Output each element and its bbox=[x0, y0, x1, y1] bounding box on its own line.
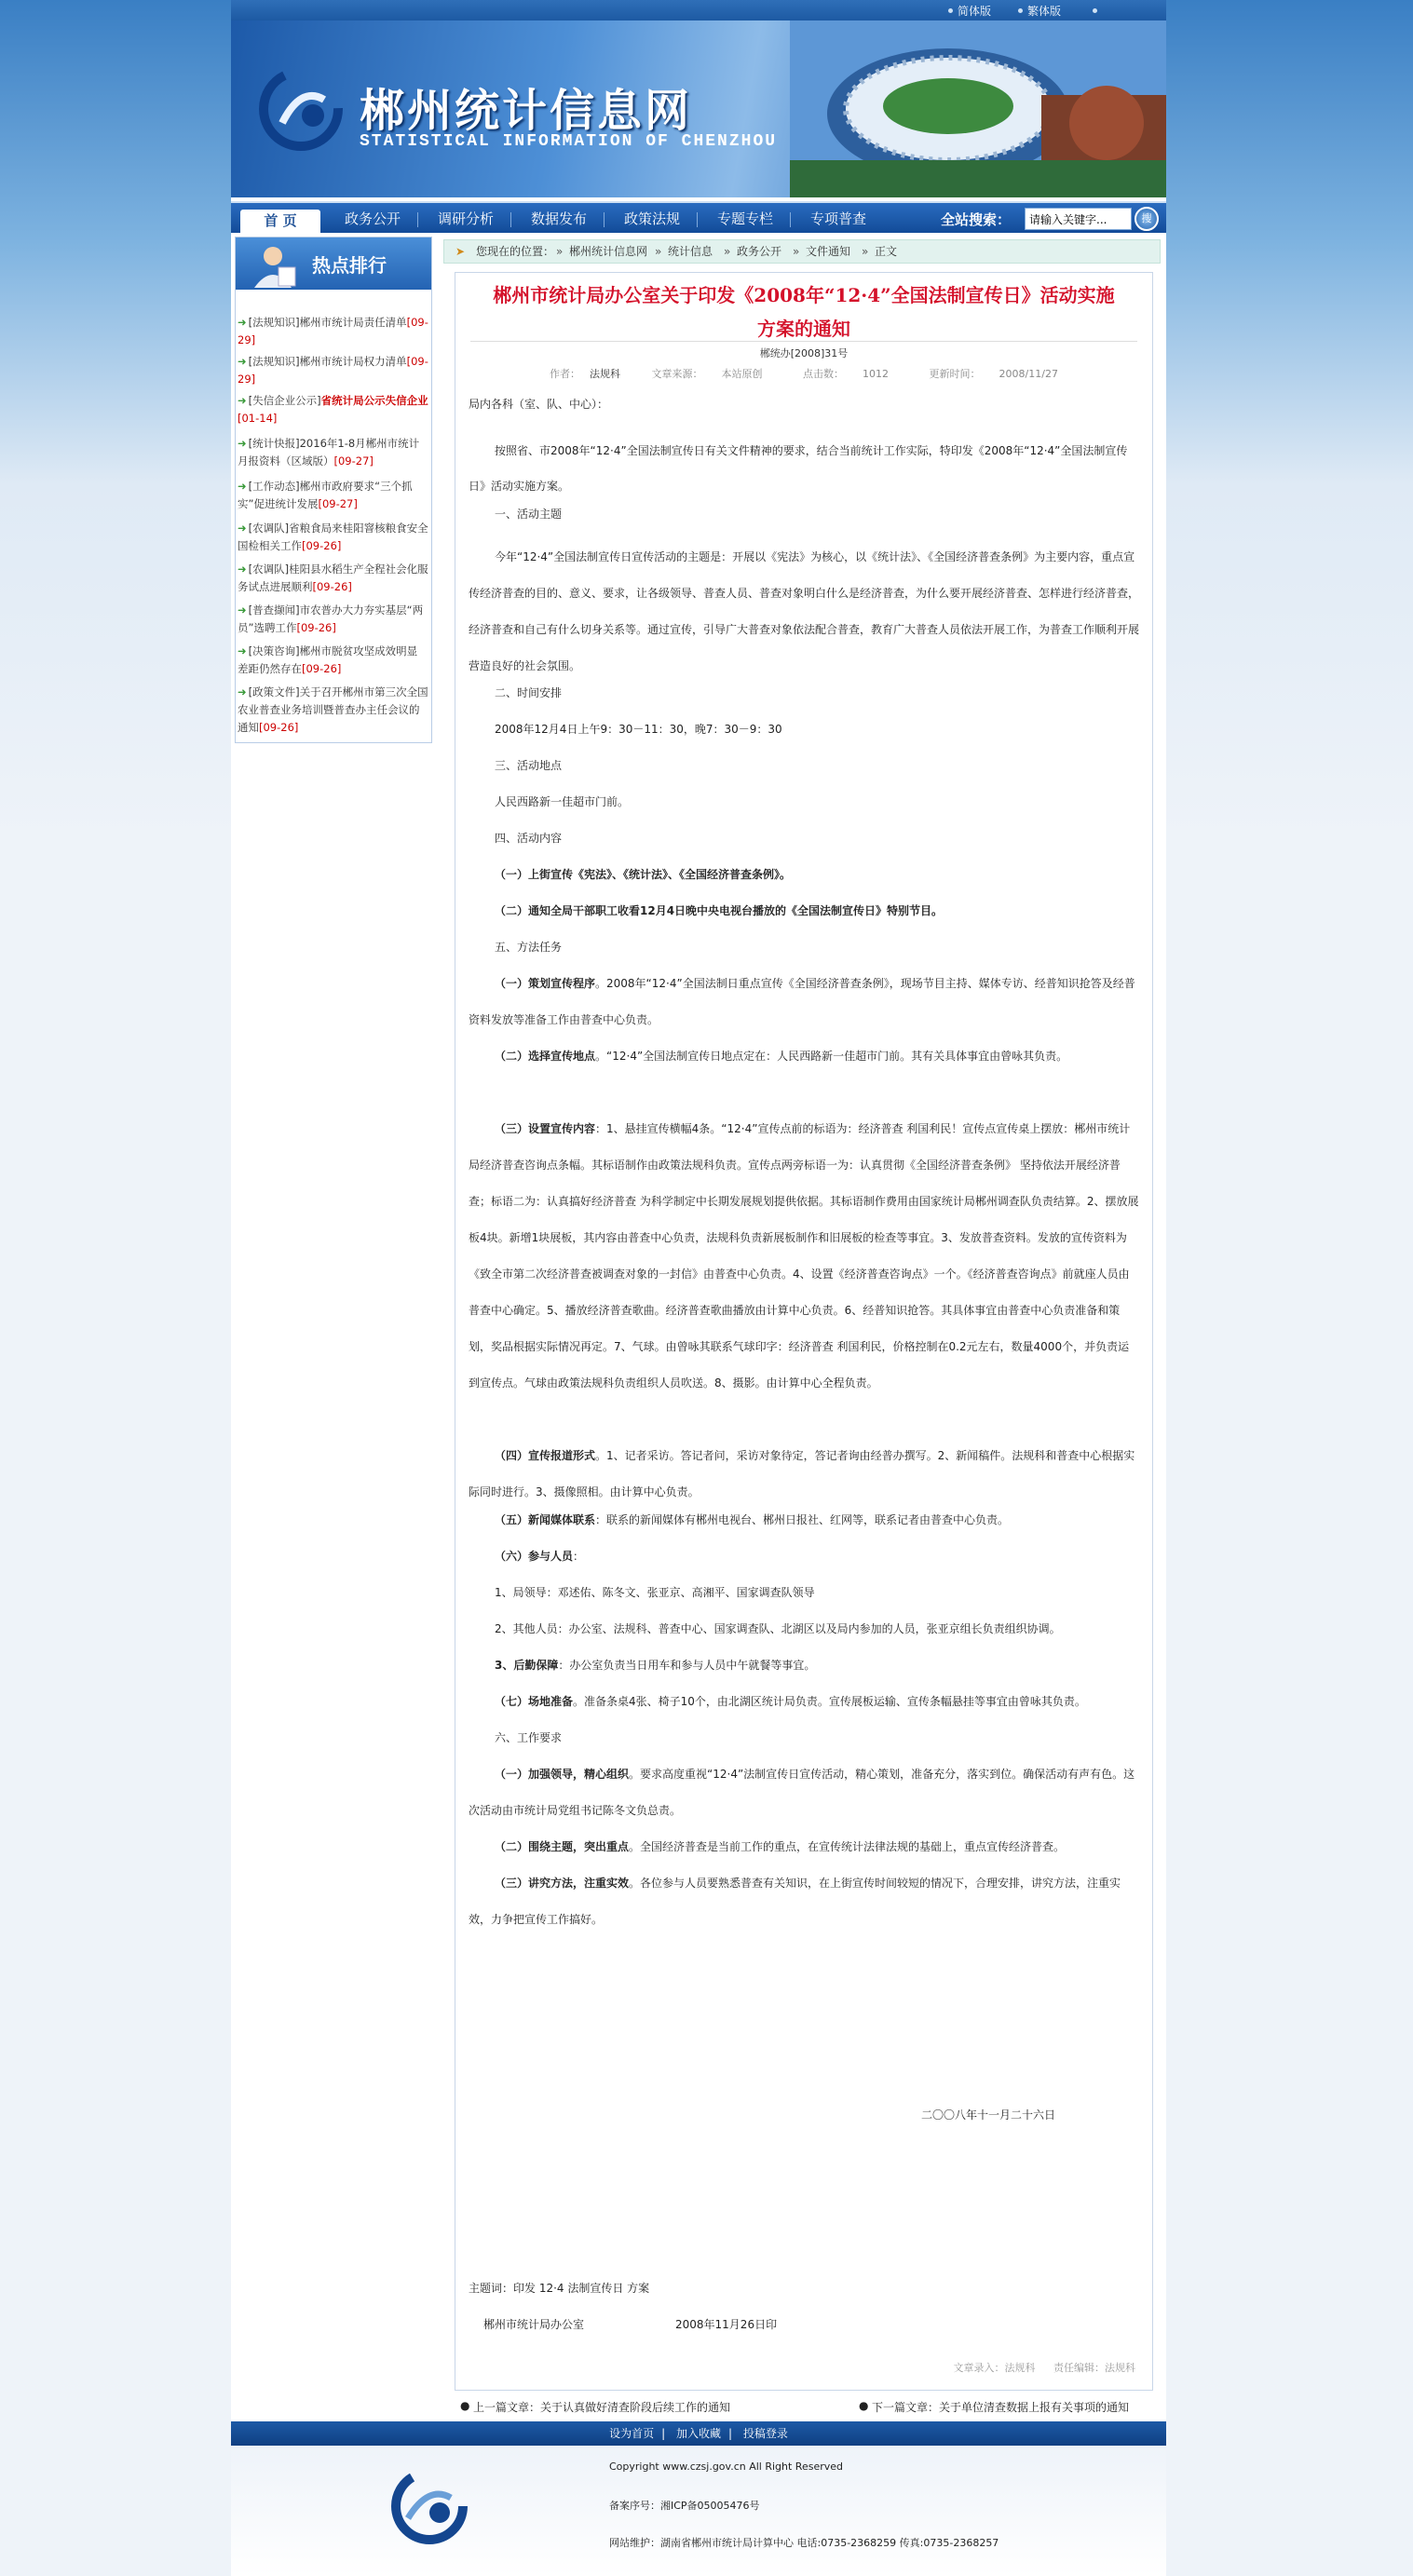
hot-item-date: [09-26] bbox=[302, 662, 342, 675]
search-label: 全站搜索： bbox=[941, 211, 1012, 228]
nav-divider bbox=[604, 212, 605, 227]
hot-item-highlight: 省统计局公示失信企业 bbox=[320, 394, 428, 407]
traditional-link[interactable]: 繁体版 bbox=[1027, 5, 1062, 18]
updated-label: 更新时间： bbox=[929, 368, 981, 380]
search-button[interactable]: 搜 bbox=[1134, 207, 1159, 231]
entry-label: 文章录入： bbox=[953, 2362, 1005, 2374]
breadcrumb-notices[interactable]: 文件通知 bbox=[806, 245, 851, 258]
next-article-link[interactable] bbox=[872, 2399, 1129, 2415]
hot-item[interactable] bbox=[238, 353, 429, 388]
paragraph-lead: （六）参与人员 bbox=[495, 1550, 574, 1563]
paragraph bbox=[469, 1511, 1139, 1529]
prev-article-link[interactable] bbox=[473, 2399, 730, 2415]
nav-divider bbox=[417, 212, 418, 227]
nav-gov-affairs[interactable]: 政务公开 bbox=[344, 210, 401, 227]
prev-next-links bbox=[455, 2395, 1153, 2418]
paragraph bbox=[469, 902, 1139, 920]
hot-item-date: [09-26] bbox=[296, 621, 336, 634]
article-panel bbox=[455, 272, 1153, 2391]
hot-item-text: [政策文件]关于召开郴州市第三次全国农业普查业务培训暨普查办主任会议的通知 bbox=[238, 685, 428, 734]
paragraph bbox=[469, 1111, 1139, 1402]
bullet-icon bbox=[948, 8, 953, 13]
search-input[interactable] bbox=[1025, 208, 1132, 230]
maintainer-text: 网站维护：湖南省郴州市统计局计算中心 电话:0735-2368259 传真:0735-2368257 bbox=[609, 2537, 999, 2549]
nav-divider bbox=[697, 212, 698, 227]
author-label: 作者： bbox=[550, 368, 581, 380]
bullet-icon: ● bbox=[859, 2399, 869, 2412]
keywords-line: 主题词：印发 12·4 法制宣传日 方案 bbox=[469, 2282, 650, 2295]
paragraph: 按照省、市2008年“12·4”全国法制宣传日有关文件精神的要求，结合当前统计工作实际，特印发《2008年“12·4”全国法制宣传日》活动实施方案。 bbox=[469, 444, 1128, 493]
paragraph-lead: （二）围绕主题，突出重点 bbox=[495, 1840, 630, 1853]
hot-item-text: [决策咨询]郴州市脱贫攻坚成效明显 差距仍然存在 bbox=[238, 644, 418, 675]
arrow-icon: ➜ bbox=[238, 316, 247, 329]
paragraph-lead: （三）讲究方法，注重实效 bbox=[495, 1877, 630, 1890]
paragraph bbox=[469, 1756, 1139, 1829]
hot-item-date: [09-27] bbox=[333, 454, 374, 468]
person-icon bbox=[245, 241, 301, 288]
nav-research[interactable]: 调研分析 bbox=[437, 210, 494, 227]
updated-value: 2008/11/27 bbox=[999, 368, 1058, 380]
hot-item[interactable] bbox=[238, 602, 429, 637]
bullet-icon: ● bbox=[460, 2399, 470, 2412]
site-logo-icon bbox=[259, 67, 343, 151]
section-heading: 二、时间安排 bbox=[495, 686, 563, 699]
hot-item-date: [09-29] bbox=[238, 355, 428, 386]
simplified-link[interactable]: 简体版 bbox=[958, 5, 992, 18]
entry-value: 法规科 bbox=[1004, 2362, 1036, 2374]
arrow-icon: ➜ bbox=[238, 355, 247, 368]
stadium-image bbox=[790, 20, 1166, 197]
salutation: 局内各科（室、队、中心）： bbox=[469, 398, 609, 411]
chevron-icon: » bbox=[556, 245, 564, 258]
issue-date: 2008年11月26日印 bbox=[675, 2318, 778, 2331]
hot-item-text: [法规知识]郴州市统计局权力清单 bbox=[248, 355, 407, 368]
icp-text: 备案序号：湘ICP备05005476号 bbox=[609, 2500, 760, 2512]
author-value: 法规科 bbox=[590, 368, 621, 380]
copyright-text: Copyright www.czsj.gov.cn All Right Reserved bbox=[609, 2461, 844, 2473]
nav-policy[interactable]: 政策法规 bbox=[623, 210, 680, 227]
top-bar bbox=[231, 0, 1166, 20]
paragraph bbox=[469, 1438, 1139, 1511]
paragraph: 1、局领导：邓述佑、陈冬文、张亚京、高湘平、国家调查队领导 bbox=[495, 1586, 815, 1599]
hot-item-date: [09-26] bbox=[302, 539, 342, 552]
hot-item-date: [09-26] bbox=[312, 580, 352, 593]
paragraph-text: ： bbox=[573, 1550, 585, 1563]
paragraph-lead: 3、后勤保障 bbox=[495, 1659, 559, 1672]
prev-label: 上一篇文章： bbox=[473, 2401, 541, 2414]
arrow-icon: ➜ bbox=[238, 480, 247, 493]
hot-item[interactable] bbox=[238, 392, 429, 427]
next-label: 下一篇文章： bbox=[872, 2401, 940, 2414]
site-logo-icon bbox=[387, 2464, 471, 2548]
arrow-icon: ➤ bbox=[455, 245, 466, 258]
section-heading: 六、工作要求 bbox=[495, 1731, 563, 1744]
paragraph-lead: （四）宣传报道形式 bbox=[495, 1449, 596, 1462]
set-homepage-link[interactable]: 设为首页 bbox=[609, 2427, 655, 2440]
nav-divider bbox=[510, 212, 511, 227]
paragraph-text: ：1、悬挂宣传横幅4条。“12·4”宣传点前的标语为：经济普查 利国利民！宣传点宣传桌上摆放：郴州市统计局经济普查咨询点条幅。其标语制作由政策法规科负责。宣传点两旁标语一为：认真贯彻《全国经济普查条例》 坚持依法开展经济普查；标语二为：认真搞好经济普查 为科学制定中长期发展规划提供依据。其标语制作费用由国家统计局郴州调查队负责结算。2、摆放展板4块。新增1块展板，其内容由普查中心负责，法规科负责新展板制作和旧展板的检查等事宜。3、发放普查资料。发放的宣传资料为《致全市第二次经济普查被调查对象的一封信》由普查中心负责。4、设置《经济普查咨询点》一个。《经济普查咨询点》前就座人员由普查中心确定。5、播放经济普查歌曲。经济普查歌曲播放由计算中心负责。6、经普知识抢答。其具体事宜由普查中心负责准备和策划，奖品根据实际情况再定。7、气球。由曾咏其联系气球印字：经济普查 利国利民，价格控制在0.2元左右，数量4000个，并负责运到宣传点。气球由政策法规科负责组织人员吹送。8、摄影。由计算中心全程负责。 bbox=[469, 1122, 1139, 1390]
paragraph bbox=[469, 865, 1139, 884]
hot-item[interactable] bbox=[238, 684, 429, 737]
arrow-icon: ➜ bbox=[238, 685, 247, 698]
paragraph: 今年“12·4”全国法制宣传日宣传活动的主题是：开展以《宪法》为核心，以《统计法》、《全国经济普查条例》为主要内容，重点宣传经济普查的目的、意义、要求，让各级领导、普查人员、普查对象明白什么是经济普查，为什么要开展经济普查、怎样进行经济普查，经济普查和自己有什么切身关系等。通过宣传，引导广大普查对象依法配合普查，教育广大普查人员依法开展工作，为普查工作顺利开展营造良好的社会氛围。 bbox=[469, 550, 1140, 672]
paragraph-lead: （一）加强领导，精心组织 bbox=[495, 1768, 630, 1781]
paragraph bbox=[469, 1837, 1139, 1856]
paragraph-text: 。“12·4”全国法制宣传日地点定在：人民西路新一佳超市门前。其有关具体事宜由曾咏其负责。 bbox=[595, 1050, 1068, 1063]
footer bbox=[231, 2446, 1166, 2576]
nav-census[interactable]: 专项普查 bbox=[809, 210, 866, 227]
nav-home[interactable]: 首 页 bbox=[240, 210, 320, 235]
breadcrumb-current: 正文 bbox=[875, 245, 898, 258]
nav-data-release[interactable]: 数据发布 bbox=[530, 210, 587, 227]
hot-item[interactable] bbox=[238, 561, 429, 596]
hits-label: 点击数： bbox=[803, 368, 845, 380]
breadcrumb-home[interactable]: 郴州统计信息网 bbox=[569, 245, 648, 258]
hits-value: 1012 bbox=[863, 368, 890, 380]
page-container bbox=[231, 0, 1166, 2576]
paragraph: 2008年12月4日上午9：30－11：30，晚7：30－9：30 bbox=[495, 723, 782, 736]
paragraph-lead: （七）场地准备 bbox=[495, 1695, 574, 1708]
hot-item-date: [01-14] bbox=[238, 412, 278, 425]
editor-label: 责任编辑： bbox=[1053, 2362, 1105, 2374]
hot-item[interactable] bbox=[238, 643, 429, 678]
arrow-icon: ➜ bbox=[238, 394, 247, 407]
hot-item-date: [09-29] bbox=[238, 316, 428, 346]
hot-item[interactable] bbox=[238, 435, 429, 470]
paragraph bbox=[469, 1547, 1139, 1566]
bullet-icon bbox=[1093, 8, 1097, 13]
main-nav bbox=[231, 201, 1166, 233]
paragraph-text: 。1、记者采访。答记者问，采访对象待定，答记者询由经普办撰写。2、新闻稿件。法规科和普查中心根据实际同时进行。3、摄像照相。由计算中心负责。 bbox=[469, 1449, 1135, 1498]
paragraph-text: 。准备条桌4张、椅子10个，由北湖区统计局负责。宣传展板运输、宣传条幅悬挂等事宜由曾咏其负责。 bbox=[573, 1695, 1086, 1708]
source-label: 文章来源： bbox=[651, 368, 703, 380]
site-title: 郴州统计信息网 bbox=[360, 87, 693, 136]
chevron-icon: » bbox=[862, 245, 869, 258]
nav-topics[interactable]: 专题专栏 bbox=[716, 210, 773, 227]
paragraph-lead: （一）策划宣传程序 bbox=[495, 977, 596, 990]
footer-nav: 设为首页 | 加入收藏 | 投稿登录 bbox=[231, 2421, 1166, 2446]
paragraph-lead: （二）选择宣传地点 bbox=[495, 1050, 596, 1063]
hot-item-text: [普查撷闻]市农普办大力夯实基层“两员”选聘工作 bbox=[238, 603, 424, 634]
section-heading: 一、活动主题 bbox=[495, 508, 563, 521]
document-number: 郴统办[2008]31号 bbox=[759, 347, 849, 359]
article-title bbox=[455, 278, 1152, 346]
next-title: 关于单位清查数据上报有关事项的通知 bbox=[939, 2401, 1130, 2414]
issuer: 郴州市统计局办公室 bbox=[483, 2318, 585, 2331]
arrow-icon: ➜ bbox=[238, 437, 247, 450]
editor-value: 法规科 bbox=[1105, 2362, 1135, 2374]
article-title-line: 郴州市统计局办公室关于印发《2008年“12·4”全国法制宣传日》活动实施 bbox=[493, 284, 1115, 306]
paragraph bbox=[469, 966, 1139, 1038]
site-banner bbox=[231, 20, 1166, 197]
paragraph-text: 。2008年“12·4”全国法制日重点宣传《全国经济普查条例》，现场节目主持、媒体专访、经普知识抢答及经普资料发放等准备工作由普查中心负责。 bbox=[469, 977, 1135, 1026]
hot-item-text: [农调队]桂阳县水稻生产全程社会化服务试点进展顺利 bbox=[238, 563, 428, 593]
hot-item[interactable] bbox=[238, 520, 429, 555]
paragraph-text: （一）上街宣传《宪法》、《统计法》、《全国经济普查条例》。 bbox=[495, 868, 792, 881]
breadcrumb-label: 您现在的位置： bbox=[476, 245, 555, 258]
section-heading: 三、活动地点 bbox=[495, 759, 563, 772]
paragraph bbox=[469, 1656, 1139, 1674]
hot-item-text: [法规知识]郴州市统计局责任清单 bbox=[248, 316, 407, 329]
document-date: 二〇〇八年十一月二十六日 bbox=[921, 2108, 1056, 2122]
prev-title: 关于认真做好清查阶段后续工作的通知 bbox=[540, 2401, 731, 2414]
breadcrumb-stats-info[interactable]: 统计信息 bbox=[668, 245, 713, 258]
chevron-icon: » bbox=[793, 245, 800, 258]
hot-ranking-sidebar bbox=[235, 237, 432, 743]
hot-item-text: [工作动态]郴州市政府要求“三个抓实”促进统计发展 bbox=[238, 480, 413, 510]
hot-item-text: [农调队]省粮食局来桂阳窨核粮食安全国检相关工作 bbox=[238, 522, 428, 552]
arrow-icon: ➜ bbox=[238, 603, 247, 617]
arrow-icon: ➜ bbox=[238, 563, 247, 576]
chevron-icon: » bbox=[724, 245, 731, 258]
breadcrumb bbox=[443, 239, 1161, 264]
divider bbox=[470, 341, 1137, 342]
sidebar-header bbox=[236, 237, 431, 290]
hot-item-text: [失信企业公示] bbox=[248, 394, 321, 407]
bullet-icon bbox=[1018, 8, 1023, 13]
paragraph: 2、其他人员：办公室、法规科、普查中心、国家调查队、北湖区以及局内参加的人员，张亚京组长负责组织协调。 bbox=[495, 1622, 1061, 1635]
arrow-icon: ➜ bbox=[238, 522, 247, 535]
nav-divider bbox=[790, 212, 791, 227]
paragraph bbox=[469, 1692, 1139, 1711]
paragraph-text: （二）通知全局干部职工收看12月4日晚中央电视台播放的《全国法制宣传日》特别节目。 bbox=[495, 904, 944, 917]
article-meta bbox=[455, 366, 1152, 381]
site-subtitle: STATISTICAL INFORMATION OF CHENZHOU bbox=[360, 132, 778, 151]
hot-item[interactable] bbox=[238, 314, 429, 349]
breadcrumb-gov-affairs[interactable]: 政务公开 bbox=[737, 245, 782, 258]
arrow-icon: ➜ bbox=[238, 644, 247, 658]
article-title-line: 方案的通知 bbox=[757, 318, 850, 340]
hot-item-text: [统计快报]2016年1-8月郴州市统计月报资料（区域版） bbox=[238, 437, 420, 468]
paragraph-text: 。各位参与人员要熟悉普查有关知识，在上街宣传时间较短的情况下，合理安排，讲究方法，注重实效，力争把宣传工作搞好。 bbox=[469, 1877, 1121, 1926]
source-value: 本站原创 bbox=[721, 368, 763, 380]
paragraph-text: ：联系的新闻媒体有郴州电视台、郴州日报社、红网等，联系记者由普查中心负责。 bbox=[595, 1513, 1010, 1526]
add-favorite-link[interactable]: 加入收藏 bbox=[675, 2427, 721, 2440]
editor-line bbox=[903, 2359, 1135, 2378]
paragraph bbox=[469, 1865, 1139, 1938]
paragraph bbox=[469, 1038, 1139, 1075]
section-heading: 五、方法任务 bbox=[495, 941, 563, 954]
paragraph-text: 。要求高度重视“12·4”法制宣传日宣传活动，精心策划，准备充分，落实到位。确保活动有声有色。这次活动由市统计局党组书记陈冬文负总责。 bbox=[469, 1768, 1135, 1817]
paragraph: 人民西路新一佳超市门前。 bbox=[495, 795, 630, 808]
paragraph-lead: （五）新闻媒体联系 bbox=[495, 1513, 596, 1526]
chevron-icon: » bbox=[655, 245, 662, 258]
hot-item[interactable] bbox=[238, 478, 429, 513]
paragraph-text: 。全国经济普查是当前工作的重点，在宣传统计法律法规的基础上，重点宣传经济普查。 bbox=[629, 1840, 1066, 1853]
paragraph-text: ：办公室负责当日用车和参与人员中午就餐等事宜。 bbox=[558, 1659, 816, 1672]
paragraph-lead: （三）设置宣传内容 bbox=[495, 1122, 596, 1135]
hot-item-date: [09-27] bbox=[318, 497, 358, 510]
hot-item-date: [09-26] bbox=[259, 721, 299, 734]
section-heading: 四、活动内容 bbox=[495, 832, 563, 845]
submit-login-link[interactable]: 投稿登录 bbox=[742, 2427, 788, 2440]
sidebar-title: 热点排行 bbox=[312, 254, 387, 277]
